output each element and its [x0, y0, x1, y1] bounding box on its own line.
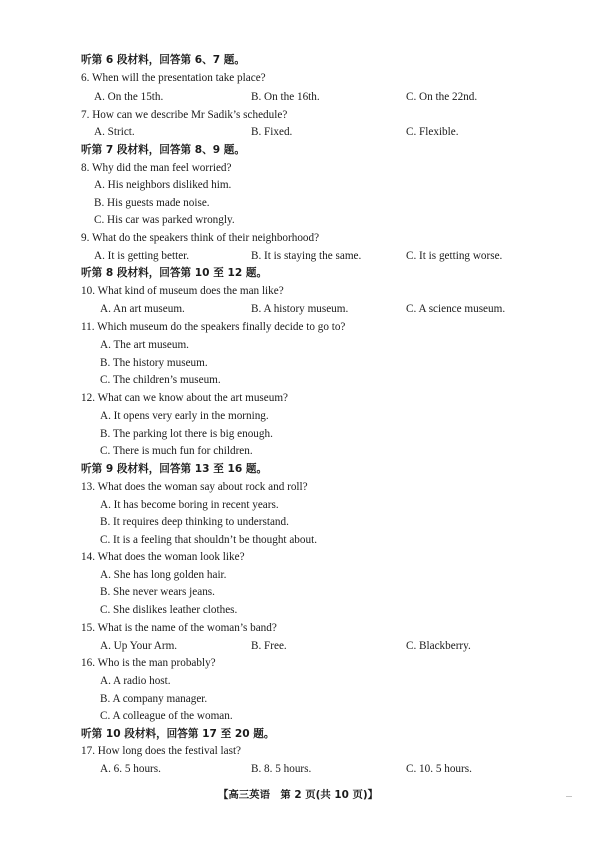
q12-option-c: C. There is much fun for children.: [100, 445, 253, 457]
q17-option-c: C. 10. 5 hours.: [406, 763, 472, 775]
q7-option-a: A. Strict.: [94, 126, 135, 138]
q12-option-a: A. It opens very early in the morning.: [100, 410, 269, 422]
q16-option-c: C. A colleague of the woman.: [100, 710, 233, 722]
question-15: 15. What is the name of the woman’s band?: [81, 622, 277, 634]
section-header-7: 听第 7 段材料，回答第 8、9 题。: [81, 144, 245, 156]
q13-option-b: B. It requires deep thinking to understand.: [100, 516, 289, 528]
question-12: 12. What can we know about the art museum?: [81, 392, 289, 404]
question-17: 17. How long does the festival last?: [81, 745, 242, 757]
page-footer: 【高三英语 第 2 页(共 10 页)】: [218, 789, 378, 801]
q9-option-a: A. It is getting better.: [94, 250, 190, 262]
q17-option-b: B. 8. 5 hours.: [251, 763, 312, 775]
question-14: 14. What does the woman look like?: [81, 551, 245, 563]
q16-option-a: A. A radio host.: [100, 675, 171, 687]
section-header-10: 听第 10 段材料，回答第 17 至 20 题。: [81, 728, 275, 740]
q11-option-b: B. The history museum.: [100, 357, 208, 369]
section-header-6: 听第 6 段材料，回答第 6、7 题。: [81, 54, 245, 66]
q14-option-a: A. She has long golden hair.: [100, 569, 227, 581]
question-9: 9. What do the speakers think of their neighborhood?: [81, 232, 320, 244]
section-header-9: 听第 9 段材料，回答第 13 至 16 题。: [81, 463, 268, 475]
q14-option-b: B. She never wears jeans.: [100, 586, 215, 598]
q13-option-c: C. It is a feeling that shouldn’t be thought about.: [100, 534, 317, 546]
q8-option-c: C. His car was parked wrongly.: [94, 214, 235, 226]
q10-option-c: C. A science museum.: [406, 303, 506, 315]
question-7: 7. How can we describe Mr Sadik’s schedule?: [81, 109, 288, 121]
q15-option-a: A. Up Your Arm.: [100, 640, 178, 652]
question-11: 11. Which museum do the speakers finally decide to go to?: [81, 321, 346, 333]
corner-mark: ...: [566, 790, 572, 799]
q6-option-c: C. On the 22nd.: [406, 91, 478, 103]
q11-option-a: A. The art museum.: [100, 339, 189, 351]
q8-option-a: A. His neighbors disliked him.: [94, 179, 232, 191]
q8-option-b: B. His guests made noise.: [94, 197, 210, 209]
q6-option-a: A. On the 15th.: [94, 91, 164, 103]
q11-option-c: C. The children’s museum.: [100, 374, 221, 386]
q10-option-a: A. An art museum.: [100, 303, 185, 315]
q13-option-a: A. It has become boring in recent years.: [100, 499, 279, 511]
question-8: 8. Why did the man feel worried?: [81, 162, 232, 174]
q7-option-b: B. Fixed.: [251, 126, 293, 138]
q9-option-c: C. It is getting worse.: [406, 250, 503, 262]
q15-option-c: C. Blackberry.: [406, 640, 471, 652]
q7-option-c: C. Flexible.: [406, 126, 459, 138]
q16-option-b: B. A company manager.: [100, 693, 208, 705]
q15-option-b: B. Free.: [251, 640, 287, 652]
q14-option-c: C. She dislikes leather clothes.: [100, 604, 238, 616]
q10-option-b: B. A history museum.: [251, 303, 349, 315]
q6-option-b: B. On the 16th.: [251, 91, 320, 103]
question-6: 6. When will the presentation take place?: [81, 72, 266, 84]
q12-option-b: B. The parking lot there is big enough.: [100, 428, 273, 440]
q17-option-a: A. 6. 5 hours.: [100, 763, 161, 775]
question-13: 13. What does the woman say about rock and roll?: [81, 481, 308, 493]
question-16: 16. Who is the man probably?: [81, 657, 216, 669]
q9-option-b: B. It is staying the same.: [251, 250, 362, 262]
section-header-8: 听第 8 段材料，回答第 10 至 12 题。: [81, 267, 268, 279]
question-10: 10. What kind of museum does the man like?: [81, 285, 284, 297]
